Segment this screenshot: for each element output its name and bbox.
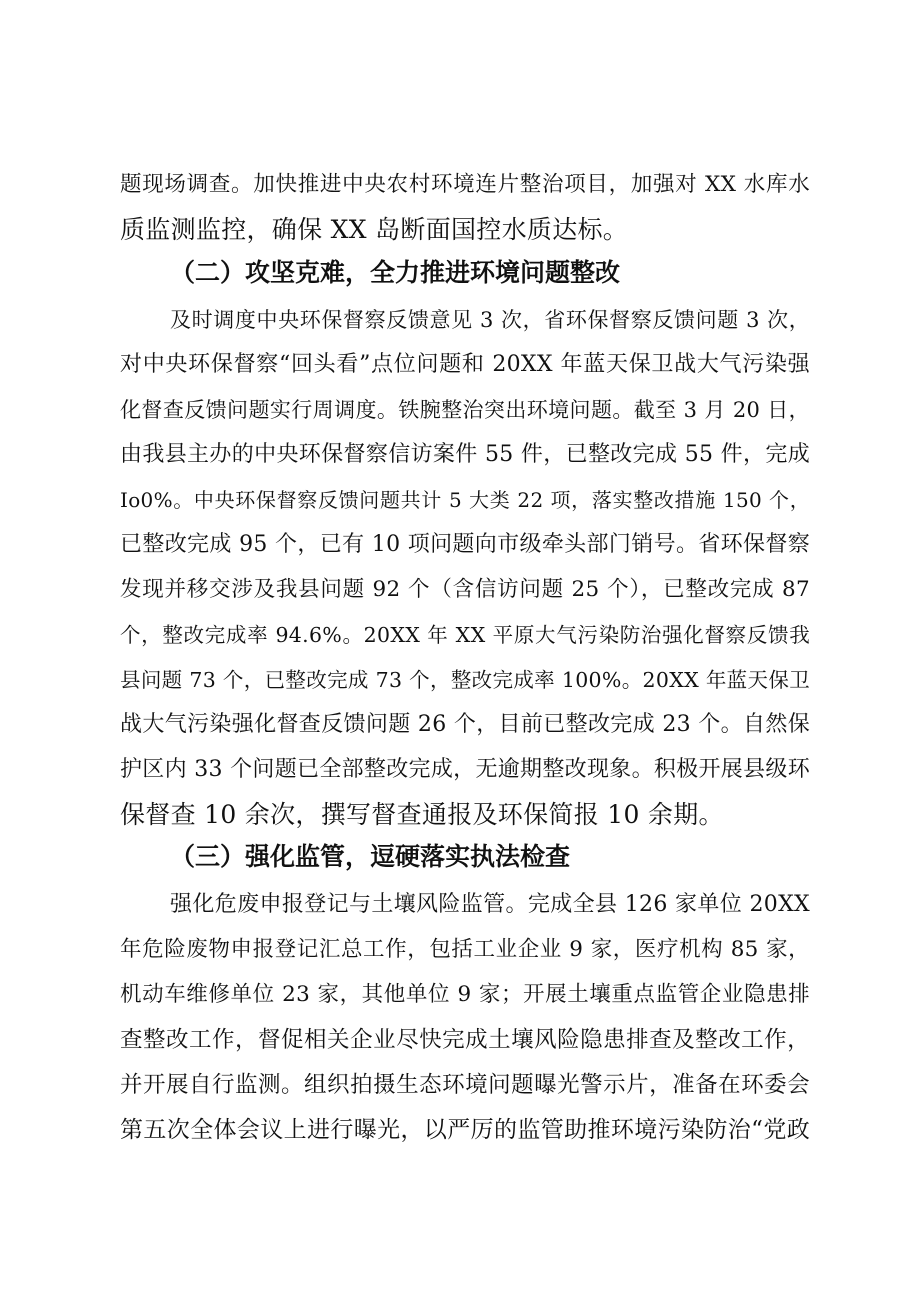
section-2-line-11: 护区内 33 个问题已全部整改完成，无逾期整改现象。积极开展县级环 — [120, 757, 810, 782]
section-3-line-2: 年危险废物申报登记汇总工作，包括工业企业 9 家，医疗机构 85 家， — [120, 937, 810, 962]
section-3-line-1: 强化危废申报登记与土壤风险监管。完成全县 126 家单位 20XX — [170, 892, 810, 917]
section-2-line-7: 发现并移交涉及我县问题 92 个（含信访问题 25 个），已整改完成 87 — [120, 577, 810, 602]
section-3-line-5: 并开展自行监测。组织拍摄生态环境问题曝光警示片，准备在环委会 — [120, 1072, 810, 1098]
section-2-line-9: 县问题 73 个，已整改完成 73 个，整改完成率 100%。20XX 年蓝天保卫 — [120, 668, 810, 692]
section-2-line-2: 对中央环保督察“回头看”点位问题和 20XX 年蓝天保卫战大气污染强 — [120, 352, 810, 377]
section-3-line-4: 查整改工作，督促相关企业尽快完成土壤风险隐患排查及整改工作， — [120, 1027, 810, 1053]
section-2-line-1: 及时调度中央环保督察反馈意见 3 次，省环保督察反馈问题 3 次， — [170, 308, 810, 332]
section-2-line-4: 由我县主办的中央环保督察信访案件 55 件，已整改完成 55 件，完成 — [120, 442, 810, 467]
section-3-line-6: 第五次全体会议上进行曝光，以严厉的监管助推环境污染防治“党政 — [120, 1117, 810, 1143]
section-2-line-8: 个，整改完成率 94.6%。20XX 年 XX 平原大气污染防治强化督察反馈我 — [120, 623, 810, 647]
section-3-line-3: 机动车维修单位 23 家，其他单位 9 家；开展土壤重点监管企业隐患排 — [120, 982, 810, 1007]
section-2-line-10: 战大气污染强化督查反馈问题 26 个，目前已整改完成 23 个。自然保 — [120, 712, 810, 737]
section-2-heading: （二）攻坚克难，全力推进环境问题整改 — [170, 258, 621, 287]
section-2-line-5: Io0%。中央环保督察反馈问题共计 5 大类 22 项，落实整改措施 150 个， — [120, 488, 810, 512]
section-2-line-3: 化督查反馈问题实行周调度。铁腕整治突出环境问题。截至 3 月 20 日， — [120, 398, 810, 422]
intro-line-1: 题现场调查。加快推进中央农村环境连片整治项目，加强对 XX 水库水 — [120, 172, 810, 197]
intro-line-2: 质监测监控，确保 XX 岛断面国控水质达标。 — [120, 215, 629, 244]
section-2-line-6: 已整改完成 95 个，已有 10 项问题向市级牵头部门销号。省环保督察 — [120, 532, 810, 557]
section-2-line-12: 保督查 10 余次，撰写督查通报及环保简报 10 余期。 — [120, 800, 724, 829]
section-3-heading: （三）强化监管，逗硬落实执法检查 — [170, 842, 571, 871]
